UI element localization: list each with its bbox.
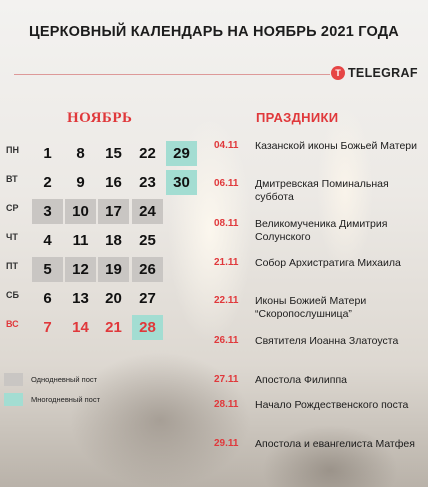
calendar-day: 22 [139, 145, 156, 162]
weekday-label: СР [6, 203, 19, 213]
legend-label: Многодневный пост [31, 395, 101, 404]
weekday-label: ВТ [6, 174, 18, 184]
calendar-day: 8 [76, 145, 85, 162]
holiday-date: 27.11 [214, 374, 239, 385]
month-title: НОЯБРЬ [67, 110, 133, 126]
holiday-name: Дмитревская Поминальная суббота [255, 178, 389, 203]
legend-swatch-gray [4, 373, 23, 386]
calendar-day: 28 [132, 315, 163, 340]
calendar-day: 17 [98, 199, 129, 224]
calendar-day: 23 [139, 174, 156, 191]
calendar-day: 14 [72, 319, 89, 336]
holiday-name: Апостола Филиппа [255, 374, 348, 386]
title-divider [14, 74, 330, 75]
weekday-label: ПТ [6, 261, 18, 271]
holiday-name: Святителя Иоанна Златоуста [255, 335, 399, 347]
calendar-day: 21 [105, 319, 122, 336]
calendar-day: 13 [72, 290, 89, 307]
calendar-day: 2 [43, 174, 52, 191]
telegraf-logo-icon: T [331, 66, 345, 80]
calendar-day: 6 [43, 290, 52, 307]
legend-label: Однодневный пост [31, 375, 98, 384]
holiday-name: Иконы Божией Матери “Скоропослушница” [255, 295, 367, 320]
holiday-date: 28.11 [214, 399, 239, 410]
weekday-label: ПН [6, 145, 19, 155]
holiday-date: 21.11 [214, 257, 239, 268]
calendar-day: 11 [72, 232, 89, 249]
legend-swatch-teal [4, 393, 23, 406]
calendar-day: 30 [166, 170, 197, 195]
holiday-name: Апостола и евангелиста Матфея [255, 438, 415, 450]
holiday-date: 08.11 [214, 218, 239, 229]
holiday-name: Начало Рождественского поста [255, 399, 409, 411]
weekday-label: СБ [6, 290, 19, 300]
holidays-title: ПРАЗДНИКИ [256, 110, 339, 125]
calendar-day: 5 [32, 257, 63, 282]
calendar-day: 7 [43, 319, 52, 336]
calendar-day: 4 [43, 232, 52, 249]
holiday-date: 04.11 [214, 140, 239, 151]
calendar-day: 19 [98, 257, 129, 282]
page-title: ЦЕРКОВНЫЙ КАЛЕНДАРЬ НА НОЯБРЬ 2021 ГОДА [29, 24, 399, 40]
calendar-day: 9 [76, 174, 85, 191]
calendar-day: 29 [166, 141, 197, 166]
holiday-name: Казанской иконы Божьей Матери [255, 140, 417, 152]
telegraf-logo-text: TELEGRAF [348, 66, 418, 80]
holiday-date: 22.11 [214, 295, 239, 306]
calendar-day: 26 [132, 257, 163, 282]
calendar-day: 25 [139, 232, 156, 249]
calendar-day: 12 [65, 257, 96, 282]
holiday-date: 29.11 [214, 438, 239, 449]
calendar-day: 20 [105, 290, 122, 307]
weekday-label: ЧТ [6, 232, 18, 242]
holiday-name: Великомученика Димитрия Солунского [255, 218, 388, 243]
weekday-label: ВС [6, 319, 19, 329]
holiday-date: 06.11 [214, 178, 239, 189]
calendar-day: 3 [32, 199, 63, 224]
calendar-day: 10 [65, 199, 96, 224]
calendar-day: 16 [105, 174, 122, 191]
calendar-day: 1 [43, 145, 52, 162]
calendar-day: 27 [139, 290, 156, 307]
telegraf-logo [331, 66, 418, 80]
holiday-date: 26.11 [214, 335, 239, 346]
calendar-day: 18 [105, 232, 122, 249]
calendar-day: 24 [132, 199, 163, 224]
holiday-name: Собор Архистратига Михаила [255, 257, 401, 269]
calendar-day: 15 [105, 145, 122, 162]
